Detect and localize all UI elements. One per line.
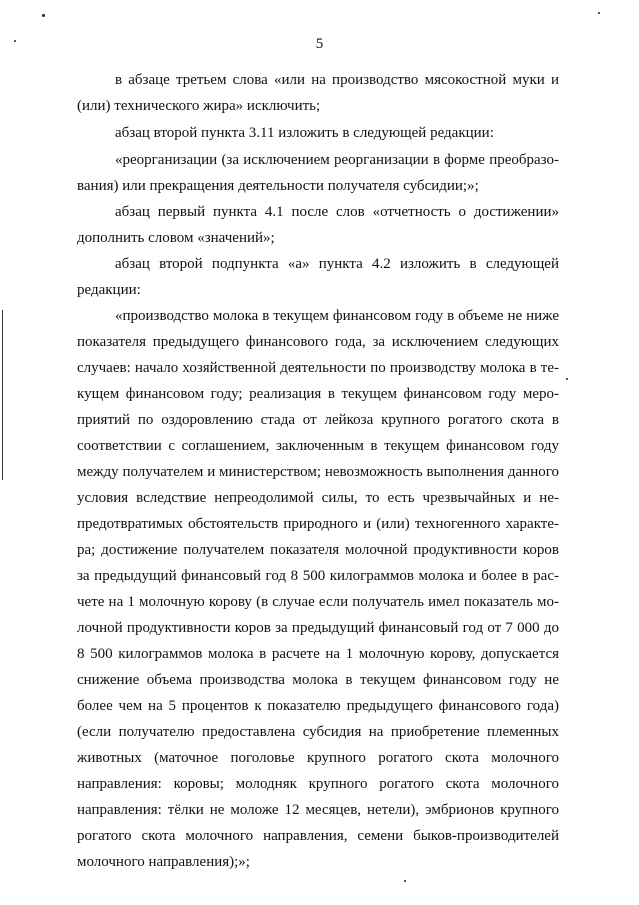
text-line: (если получателю предоставлена субсидия на приобретение племенных [77, 724, 559, 740]
text-line: редакции: [77, 282, 141, 298]
text-line: молочного направления);»; [77, 854, 250, 870]
text-line: ра; достижение получателем показателя молочной продуктивности коров [77, 542, 559, 558]
text-line: соответствии с соглашением, заключенным в текущем финансовом году [77, 438, 559, 454]
text-line: снижение объема производства молока в текущем финансовом году не [77, 672, 559, 688]
text-line: (или) технического жира» исключить; [77, 98, 321, 114]
text-line: приятий по оздоровлению стада от лейкоза крупного рогатого скота в [77, 412, 559, 428]
text-line: показателя предыдущего финансового года, за исключением следующих [77, 334, 559, 350]
text-line: абзац второй пункта 3.11 изложить в следующей редакции: [115, 125, 494, 141]
text-line: животных (маточное поголовье крупного рогатого скота молочного [77, 750, 559, 766]
text-line: «реорганизации (за исключением реорганизации в форме преобразо- [115, 152, 559, 168]
text-line: кущем финансовом году; реализация в текущем финансовом году меро- [77, 386, 559, 402]
page-number: 5 [315, 36, 324, 52]
text-line: условия вследствие непреодолимой силы, то есть чрезвычайных и не- [77, 490, 559, 506]
scan-speck [404, 880, 406, 882]
text-line: лочной продуктивности коров за предыдущий финансовый год от 7 000 до [77, 620, 559, 636]
text-line: рогатого скота молочного направления, семени быков-производителей [77, 828, 559, 844]
scan-margin-mark [2, 310, 3, 480]
text-line: чете на 1 молочную корову (в случае если получатель имел показатель мо- [77, 594, 559, 610]
text-line: между получателем и министерством; невозможность выполнения данного [77, 464, 559, 480]
text-line: более чем на 5 процентов к показателю предыдущего финансового года) [77, 698, 559, 714]
scan-speck [566, 378, 568, 380]
text-line: дополнить словом «значений»; [77, 230, 275, 246]
text-line: предотвратимых обстоятельств природного и (или) техногенного характе- [77, 516, 559, 532]
text-line: абзац первый пункта 4.1 после слов «отчетность о достижении» [115, 204, 559, 220]
text-line: случаев: начало хозяйственной деятельности по производству молока в те- [77, 360, 559, 376]
scan-speck [42, 14, 45, 17]
text-line: за предыдущий финансовый год 8 500 килограммов молока и более в рас- [77, 568, 559, 584]
text-line: направления: тёлки не моложе 12 месяцев, нетели), эмбрионов крупного [77, 802, 559, 818]
text-line: в абзаце третьем слова «или на производство мясокостной муки и [115, 72, 559, 88]
text-line: вания) или прекращения деятельности получателя субсидии;»; [77, 178, 479, 194]
text-line: направления: коровы; молодняк крупного рогатого скота молочного [77, 776, 559, 792]
text-line: абзац второй подпункта «а» пункта 4.2 изложить в следующей [115, 256, 559, 272]
text-line: «производство молока в текущем финансовом году в объеме не ниже [115, 308, 559, 324]
text-line: 8 500 килограммов молока в расчете на 1 молочную корову, допускается [77, 646, 559, 662]
scan-speck [598, 12, 600, 14]
